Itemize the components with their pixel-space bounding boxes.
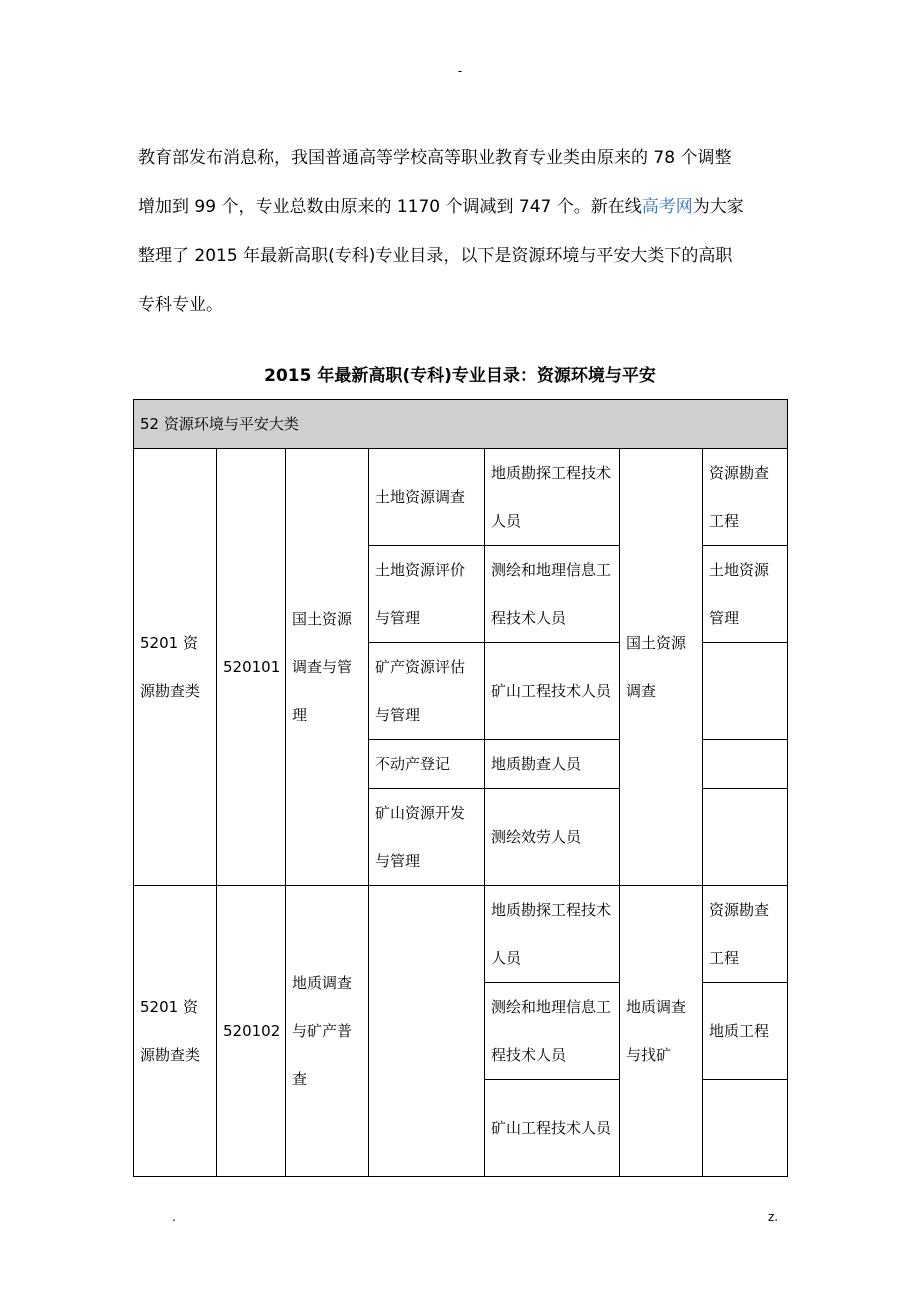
table-row <box>134 449 788 546</box>
field-cell: 矿山资源开发与管理 <box>369 789 485 886</box>
field-cell: 不动产登记 <box>369 740 485 789</box>
header-mark: - <box>457 64 463 78</box>
direction-cell: 地质调查与找矿 <box>620 886 703 1177</box>
cert-cell: 资源勘查工程 <box>703 886 788 983</box>
intro-line-2-before: 增加到 99 个，专业总数由原来的 1170 个调减到 747 个。新在线 <box>138 197 642 217</box>
job-cell: 地质勘探工程技术人员 <box>485 886 620 983</box>
job-cell: 矿山工程技术人员 <box>485 643 620 740</box>
cert-cell: 资源勘查工程 <box>703 449 788 546</box>
cert-cell: 土地资源管理 <box>703 546 788 643</box>
category-header: 52 资源环境与平安大类 <box>134 400 788 449</box>
field-cell: 矿产资源评估与管理 <box>369 643 485 740</box>
table-title: 2015 年最新高职(专科)专业目录：资源环境与平安 <box>264 366 656 386</box>
intro-line-2 <box>138 183 788 232</box>
intro-paragraph <box>138 134 788 330</box>
job-cell: 地质勘查人员 <box>485 740 620 789</box>
category-cell: 5201 资源勘查类 <box>134 886 217 1177</box>
code-cell: 520101 <box>217 449 286 886</box>
job-cell: 地质勘探工程技术人员 <box>485 449 620 546</box>
job-cell: 测绘和地理信息工程技术人员 <box>485 546 620 643</box>
cert-cell <box>703 740 788 789</box>
job-cell: 矿山工程技术人员 <box>485 1080 620 1177</box>
field-cell: 土地资源评价与管理 <box>369 546 485 643</box>
cert-cell <box>703 643 788 740</box>
job-cell: 测绘和地理信息工程技术人员 <box>485 983 620 1080</box>
category-cell: 5201 资源勘查类 <box>134 449 217 886</box>
code-cell: 520102 <box>217 886 286 1177</box>
intro-line-4: 专科专业。 <box>138 295 223 315</box>
field-cell <box>369 886 485 1177</box>
major-cell: 地质调查与矿产普查 <box>286 886 369 1177</box>
footer-left-mark: . <box>172 1210 176 1224</box>
major-cell: 国土资源调查与管理 <box>286 449 369 886</box>
footer-right-mark: z. <box>768 1210 779 1224</box>
cert-cell: 地质工程 <box>703 983 788 1080</box>
field-cell: 土地资源调查 <box>369 449 485 546</box>
table-header-row <box>134 400 788 449</box>
direction-cell: 国土资源调查 <box>620 449 703 886</box>
job-cell: 测绘效劳人员 <box>485 789 620 886</box>
table-row <box>134 886 788 983</box>
intro-line-1: 教育部发布消息称，我国普通高等学校高等职业教育专业类由原来的 78 个调整 <box>138 148 732 168</box>
intro-line-2-after: 为大家 <box>692 197 744 217</box>
intro-line-3: 整理了 2015 年最新高职(专科)专业目录，以下是资源环境与平安大类下的高职 <box>138 246 733 266</box>
cert-cell <box>703 1080 788 1177</box>
major-catalog-table <box>133 399 788 1177</box>
cert-cell <box>703 789 788 886</box>
gaokao-link[interactable]: 高考网 <box>641 197 693 217</box>
